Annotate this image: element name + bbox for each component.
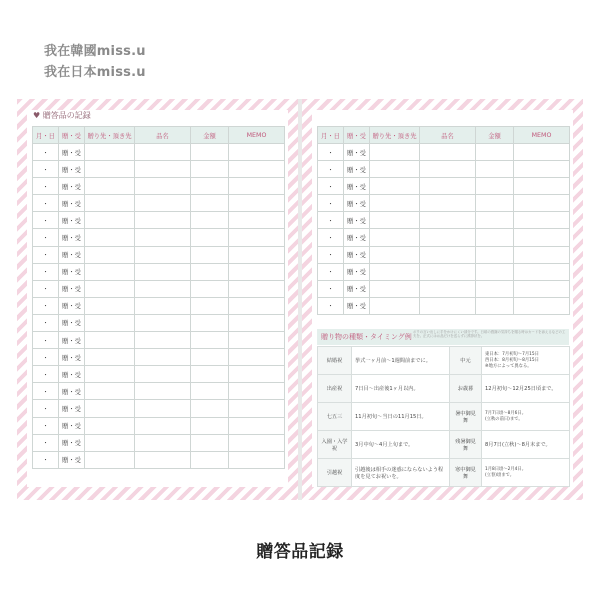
entry-cell[interactable] (229, 161, 285, 178)
entry-cell[interactable] (370, 195, 420, 212)
entry-cell[interactable] (85, 297, 135, 314)
occasion-label: 出産祝 (318, 375, 352, 403)
give-receive-cell[interactable]: 贈・受 (344, 161, 370, 178)
give-receive-cell[interactable]: 贈・受 (59, 195, 85, 212)
give-receive-cell[interactable]: 贈・受 (59, 434, 85, 451)
entry-cell[interactable] (514, 212, 570, 229)
entry-cell[interactable] (229, 434, 285, 451)
entry-cell[interactable] (514, 280, 570, 297)
column-header: 贈・受 (344, 127, 370, 144)
entry-cell[interactable] (229, 280, 285, 297)
entry-cell[interactable] (135, 161, 191, 178)
entry-cell[interactable] (476, 212, 514, 229)
entry-cell[interactable] (85, 161, 135, 178)
entry-cell[interactable] (420, 246, 476, 263)
entry-cell[interactable] (370, 246, 420, 263)
table-row (33, 178, 285, 195)
occasion-label: 七五三 (318, 403, 352, 431)
entry-cell[interactable] (191, 263, 229, 280)
entry-cell[interactable] (135, 263, 191, 280)
date-cell[interactable]: ・ (318, 280, 344, 297)
give-receive-cell[interactable]: 贈・受 (344, 212, 370, 229)
give-receive-cell[interactable]: 贈・受 (59, 383, 85, 400)
entry-cell[interactable] (135, 178, 191, 195)
entry-cell[interactable] (476, 161, 514, 178)
open-notebook (17, 99, 583, 500)
give-receive-cell[interactable]: 贈・受 (344, 178, 370, 195)
table-row (318, 229, 570, 246)
table-row (33, 161, 285, 178)
season-timing: 12月初旬～12月25日頃まで。 (482, 375, 570, 403)
entry-cell[interactable] (85, 246, 135, 263)
date-cell[interactable]: ・ (33, 366, 59, 383)
entry-cell[interactable] (191, 178, 229, 195)
table-row (33, 366, 285, 383)
entry-cell[interactable] (420, 263, 476, 280)
gift-timing-row (318, 375, 570, 403)
gift-timing-note: ボクの言い出しに手をかけにくい部分です。日頃の感謝の気持ちを贈る時はカードを添えるなどの工夫を。正式にはお品だけを送らずに挨拶状を。 (413, 330, 566, 339)
gift-timing-row (318, 347, 570, 375)
table-row (33, 263, 285, 280)
give-receive-cell[interactable]: 贈・受 (344, 280, 370, 297)
entry-cell[interactable] (135, 366, 191, 383)
occasion-timing: 11月初旬～当日の11月15日。 (352, 403, 450, 431)
table-row (318, 212, 570, 229)
entry-cell[interactable] (370, 280, 420, 297)
entry-cell[interactable] (135, 332, 191, 349)
left-page-content (27, 110, 288, 487)
entry-cell[interactable] (370, 263, 420, 280)
entry-cell[interactable] (191, 383, 229, 400)
entry-cell[interactable] (85, 314, 135, 331)
entry-cell[interactable] (476, 280, 514, 297)
date-cell[interactable]: ・ (33, 383, 59, 400)
give-receive-cell[interactable]: 贈・受 (344, 144, 370, 161)
table-row (318, 195, 570, 212)
entry-cell[interactable] (85, 434, 135, 451)
entry-cell[interactable] (514, 161, 570, 178)
date-cell[interactable]: ・ (318, 229, 344, 246)
date-cell[interactable]: ・ (33, 434, 59, 451)
gift-timing-row (318, 403, 570, 431)
entry-cell[interactable] (229, 246, 285, 263)
column-header: 贈り先・頂き先 (85, 127, 135, 144)
watermark-line-2: 我在日本miss.u (44, 65, 146, 80)
entry-cell[interactable] (476, 246, 514, 263)
give-receive-cell[interactable]: 贈・受 (59, 246, 85, 263)
occasion-label: 入園・入学祝 (318, 431, 352, 459)
column-header: 贈り先・頂き先 (370, 127, 420, 144)
entry-cell[interactable] (85, 178, 135, 195)
give-receive-cell[interactable]: 贈・受 (59, 451, 85, 468)
entry-cell[interactable] (514, 178, 570, 195)
page-caption: 贈答品記録 (256, 542, 344, 562)
date-cell[interactable]: ・ (33, 195, 59, 212)
date-cell[interactable]: ・ (318, 144, 344, 161)
entry-cell[interactable] (514, 144, 570, 161)
entry-cell[interactable] (135, 229, 191, 246)
gift-timing-title: 贈り物の種類・タイミング例 (321, 333, 412, 341)
entry-cell[interactable] (191, 229, 229, 246)
entry-cell[interactable] (229, 297, 285, 314)
entry-cell[interactable] (420, 195, 476, 212)
table-row (318, 144, 570, 161)
column-header: 金額 (476, 127, 514, 144)
table-row (318, 280, 570, 297)
entry-cell[interactable] (514, 297, 570, 314)
occasion-label: 引越祝 (318, 459, 352, 487)
entry-cell[interactable] (229, 263, 285, 280)
entry-cell[interactable] (420, 212, 476, 229)
table-row (318, 297, 570, 314)
table-row (33, 246, 285, 263)
date-cell[interactable]: ・ (33, 263, 59, 280)
entry-cell[interactable] (476, 178, 514, 195)
entry-cell[interactable] (191, 161, 229, 178)
date-cell[interactable]: ・ (318, 263, 344, 280)
entry-cell[interactable] (420, 161, 476, 178)
entry-cell[interactable] (135, 314, 191, 331)
entry-cell[interactable] (135, 195, 191, 212)
date-cell[interactable]: ・ (33, 451, 59, 468)
give-receive-cell[interactable]: 贈・受 (59, 161, 85, 178)
entry-cell[interactable] (191, 297, 229, 314)
entry-cell[interactable] (370, 297, 420, 314)
give-receive-cell[interactable]: 贈・受 (344, 229, 370, 246)
table-row (33, 229, 285, 246)
column-header: 月・日 (318, 127, 344, 144)
column-header: 品名 (420, 127, 476, 144)
entry-cell[interactable] (191, 195, 229, 212)
table-row (318, 263, 570, 280)
table-row (318, 246, 570, 263)
table-row (33, 297, 285, 314)
date-cell[interactable]: ・ (33, 332, 59, 349)
date-cell[interactable]: ・ (318, 195, 344, 212)
entry-cell[interactable] (85, 417, 135, 434)
occasion-label: 結婚祝 (318, 347, 352, 375)
date-cell[interactable]: ・ (33, 229, 59, 246)
section-title: ♥ 贈答品の記録 (33, 111, 91, 120)
give-receive-cell[interactable]: 贈・受 (59, 229, 85, 246)
entry-cell[interactable] (191, 280, 229, 297)
entry-cell[interactable] (135, 383, 191, 400)
give-receive-cell[interactable]: 贈・受 (344, 195, 370, 212)
gift-record-table-left (32, 126, 285, 469)
date-cell[interactable]: ・ (33, 161, 59, 178)
give-receive-cell[interactable]: 贈・受 (59, 349, 85, 366)
give-receive-cell[interactable]: 贈・受 (59, 178, 85, 195)
entry-cell[interactable] (191, 314, 229, 331)
entry-cell[interactable] (229, 383, 285, 400)
entry-cell[interactable] (229, 451, 285, 468)
give-receive-cell[interactable]: 贈・受 (59, 144, 85, 161)
table-row (33, 417, 285, 434)
entry-cell[interactable] (476, 297, 514, 314)
table-row (33, 212, 285, 229)
give-receive-cell[interactable]: 贈・受 (59, 314, 85, 331)
watermark-line-1: 我在韓國miss.u (44, 44, 146, 59)
entry-cell[interactable] (229, 195, 285, 212)
give-receive-cell[interactable]: 贈・受 (344, 297, 370, 314)
entry-cell[interactable] (135, 212, 191, 229)
entry-cell[interactable] (85, 229, 135, 246)
entry-cell[interactable] (476, 263, 514, 280)
entry-cell[interactable] (514, 195, 570, 212)
give-receive-cell[interactable]: 贈・受 (59, 263, 85, 280)
column-header: 月・日 (33, 127, 59, 144)
entry-cell[interactable] (135, 417, 191, 434)
entry-cell[interactable] (85, 144, 135, 161)
left-page (17, 99, 298, 500)
entry-cell[interactable] (420, 144, 476, 161)
entry-cell[interactable] (135, 246, 191, 263)
give-receive-cell[interactable]: 贈・受 (59, 297, 85, 314)
season-label: 中元 (450, 347, 482, 375)
entry-cell[interactable] (514, 229, 570, 246)
right-page (302, 99, 583, 500)
table-row (33, 280, 285, 297)
column-header: MEMO (514, 127, 570, 144)
column-header: 金額 (191, 127, 229, 144)
occasion-timing: 3月中旬～4月上旬まで。 (352, 431, 450, 459)
season-label: お歳暮 (450, 375, 482, 403)
entry-cell[interactable] (85, 280, 135, 297)
entry-cell[interactable] (476, 229, 514, 246)
date-cell[interactable]: ・ (318, 161, 344, 178)
table-row (33, 383, 285, 400)
entry-cell[interactable] (229, 178, 285, 195)
season-label: 寒中御見舞 (450, 459, 482, 487)
entry-cell[interactable] (420, 280, 476, 297)
entry-cell[interactable] (191, 349, 229, 366)
entry-cell[interactable] (420, 297, 476, 314)
date-cell[interactable]: ・ (33, 400, 59, 417)
give-receive-cell[interactable]: 贈・受 (59, 366, 85, 383)
entry-cell[interactable] (229, 144, 285, 161)
entry-cell[interactable] (476, 144, 514, 161)
date-cell[interactable]: ・ (318, 297, 344, 314)
entry-cell[interactable] (85, 383, 135, 400)
date-cell[interactable]: ・ (33, 246, 59, 263)
gift-timing-row (318, 459, 570, 487)
table-row (33, 332, 285, 349)
entry-cell[interactable] (191, 144, 229, 161)
entry-cell[interactable] (370, 178, 420, 195)
give-receive-cell[interactable]: 贈・受 (59, 332, 85, 349)
right-page-content (312, 110, 573, 487)
give-receive-cell[interactable]: 贈・受 (344, 263, 370, 280)
table-row (33, 195, 285, 212)
occasion-timing: 7日目～出産後1ヶ月以内。 (352, 375, 450, 403)
gift-timing-row (318, 431, 570, 459)
date-cell[interactable]: ・ (33, 417, 59, 434)
season-timing: 8月7日(立秋)～8月末まで。 (482, 431, 570, 459)
date-cell[interactable]: ・ (318, 212, 344, 229)
table-row (33, 451, 285, 468)
entry-cell[interactable] (85, 349, 135, 366)
date-cell[interactable]: ・ (33, 349, 59, 366)
entry-cell[interactable] (135, 349, 191, 366)
entry-cell[interactable] (135, 144, 191, 161)
entry-cell[interactable] (229, 332, 285, 349)
entry-cell[interactable] (191, 451, 229, 468)
entry-cell[interactable] (514, 263, 570, 280)
entry-cell[interactable] (135, 400, 191, 417)
gift-timing-table (317, 346, 570, 487)
date-cell[interactable]: ・ (33, 144, 59, 161)
entry-cell[interactable] (420, 178, 476, 195)
entry-cell[interactable] (85, 212, 135, 229)
date-cell[interactable]: ・ (318, 246, 344, 263)
entry-cell[interactable] (85, 451, 135, 468)
season-timing: 7月7日頃～8月6日。 (立秋の前日)まで。 (482, 403, 570, 431)
entry-cell[interactable] (229, 400, 285, 417)
entry-cell[interactable] (135, 434, 191, 451)
entry-cell[interactable] (85, 263, 135, 280)
entry-cell[interactable] (135, 280, 191, 297)
season-label: 暑中御見舞 (450, 403, 482, 431)
season-label: 残暑御見舞 (450, 431, 482, 459)
entry-cell[interactable] (85, 366, 135, 383)
table-row (33, 400, 285, 417)
date-cell[interactable]: ・ (33, 212, 59, 229)
entry-cell[interactable] (370, 161, 420, 178)
entry-cell[interactable] (191, 246, 229, 263)
date-cell[interactable]: ・ (33, 280, 59, 297)
season-timing: 1月8日頃～2月4日。 (立春)頃まで。 (482, 459, 570, 487)
give-receive-cell[interactable]: 贈・受 (344, 246, 370, 263)
entry-cell[interactable] (370, 144, 420, 161)
season-timing: 東日本：7月初旬～7月15日 西日本：8月初旬～8月15日 ※地方によって異なる。 (482, 347, 570, 375)
entry-cell[interactable] (229, 314, 285, 331)
date-cell[interactable]: ・ (33, 178, 59, 195)
entry-cell[interactable] (229, 212, 285, 229)
entry-cell[interactable] (135, 451, 191, 468)
date-cell[interactable]: ・ (318, 178, 344, 195)
entry-cell[interactable] (191, 434, 229, 451)
give-receive-cell[interactable]: 贈・受 (59, 212, 85, 229)
entry-cell[interactable] (420, 229, 476, 246)
column-header: MEMO (229, 127, 285, 144)
entry-cell[interactable] (191, 212, 229, 229)
entry-cell[interactable] (85, 195, 135, 212)
entry-cell[interactable] (476, 195, 514, 212)
table-row (33, 349, 285, 366)
table-row (318, 178, 570, 195)
entry-cell[interactable] (191, 400, 229, 417)
entry-cell[interactable] (370, 212, 420, 229)
table-row (33, 314, 285, 331)
entry-cell[interactable] (191, 366, 229, 383)
entry-cell[interactable] (135, 297, 191, 314)
entry-cell[interactable] (191, 417, 229, 434)
table-row (33, 144, 285, 161)
date-cell[interactable]: ・ (33, 297, 59, 314)
give-receive-cell[interactable]: 贈・受 (59, 280, 85, 297)
gift-timing-header (317, 329, 569, 345)
entry-cell[interactable] (514, 246, 570, 263)
gift-record-table-right (317, 126, 570, 315)
column-header: 贈・受 (59, 127, 85, 144)
occasion-timing: 挙式一ヶ月前～1週間前までに。 (352, 347, 450, 375)
date-cell[interactable]: ・ (33, 314, 59, 331)
entry-cell[interactable] (85, 332, 135, 349)
entry-cell[interactable] (229, 349, 285, 366)
table-row (318, 161, 570, 178)
entry-cell[interactable] (370, 229, 420, 246)
entry-cell[interactable] (229, 366, 285, 383)
give-receive-cell[interactable]: 贈・受 (59, 400, 85, 417)
column-header: 品名 (135, 127, 191, 144)
occasion-timing: 引越後は相手の迷惑にならないよう程度を見てお祝いを。 (352, 459, 450, 487)
table-row (33, 434, 285, 451)
entry-cell[interactable] (191, 332, 229, 349)
entry-cell[interactable] (229, 417, 285, 434)
gift-timing-box (317, 329, 569, 485)
give-receive-cell[interactable]: 贈・受 (59, 417, 85, 434)
entry-cell[interactable] (85, 400, 135, 417)
entry-cell[interactable] (229, 229, 285, 246)
